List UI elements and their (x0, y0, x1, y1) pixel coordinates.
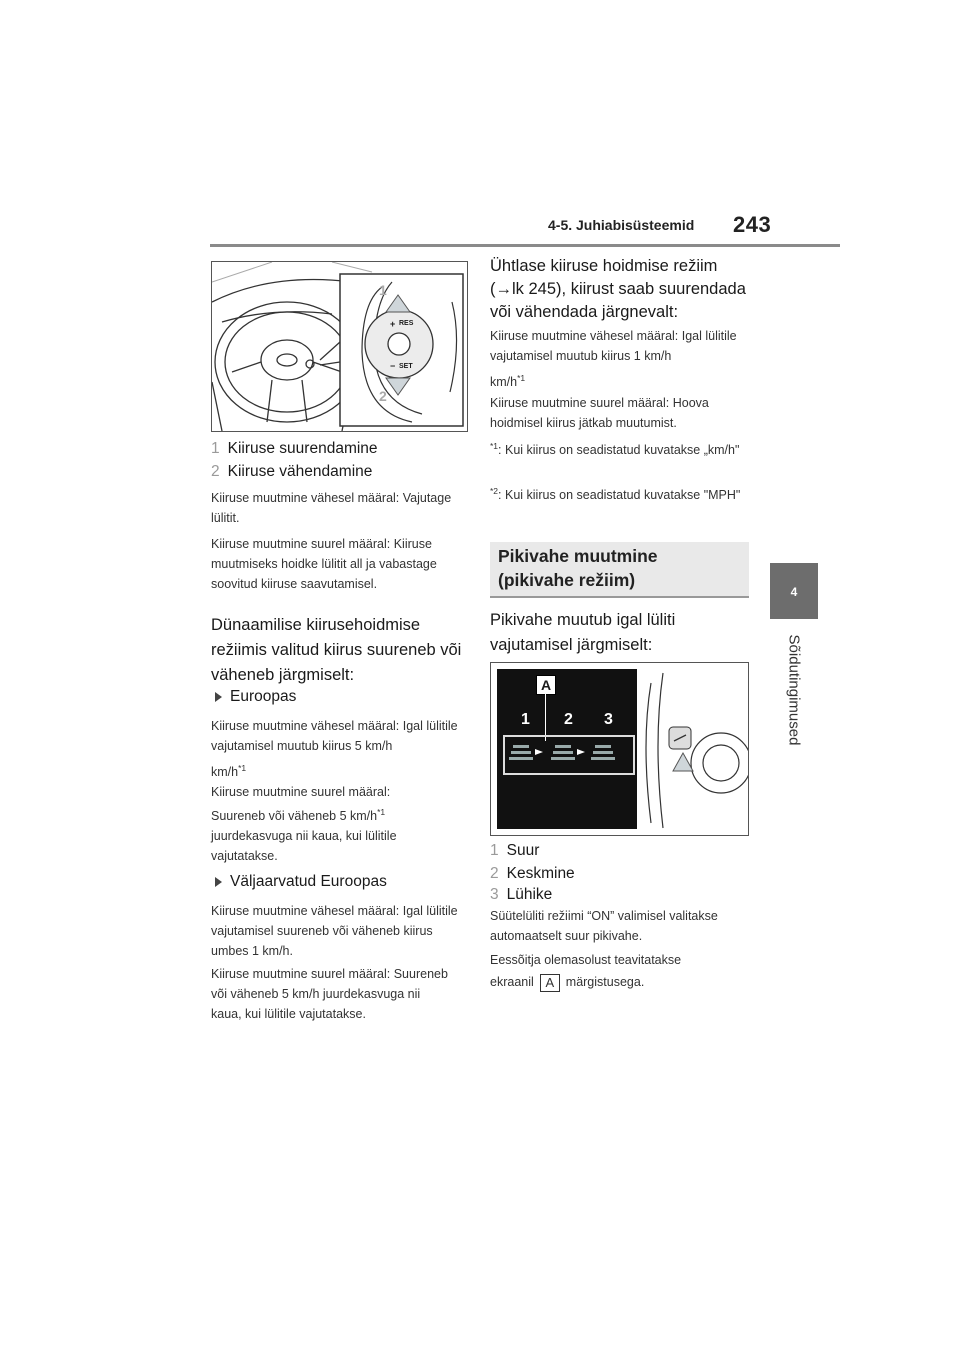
steering-wheel-illustration (212, 262, 467, 431)
list-number: 1 (490, 842, 499, 859)
callout-box-A (536, 675, 556, 695)
paragraph-continuation (211, 758, 246, 782)
section-title: 4-5. Juhiabisüsteemid (548, 217, 695, 233)
subheading: Dünaamilise kiirusehoidmise režiimis valitud kiirus suureneb või väheneb järgmiselt: (211, 616, 462, 684)
chapter-label: Sõidutingimused (785, 634, 803, 746)
footnote-mark: *1 (490, 441, 499, 451)
list-label: Kiiruse suurendamine (227, 440, 378, 457)
list-item-2 (490, 865, 575, 883)
list-item-1 (490, 842, 539, 860)
footnote-text: : Kui kiirus on seadistatud kuvatakse "MPH" (498, 488, 741, 503)
step-label-1: 1 (521, 711, 530, 728)
page-number: 243 (733, 212, 772, 237)
steering-wheel-figure (211, 261, 468, 432)
page-reference: lk 245), kiirust saab suurendada (512, 280, 746, 298)
list-label: Keskmine (506, 865, 575, 882)
paragraph-continuation (490, 368, 525, 392)
region-label: Väljaarvatud Euroopas (230, 873, 387, 890)
paragraph: Kiiruse muutmine suurel määral: Kiiruse muutmiseks hoidke lülitit all ja vabastage soovitud kiiruse saavutamisel. (211, 537, 437, 591)
subheading-line: või vähendada järgnevalt: (490, 303, 679, 321)
figure-label-2: 2 (379, 388, 387, 404)
line-text: märgistusega. (565, 975, 645, 989)
list-number: 2 (490, 865, 499, 882)
section-header-line: (pikivahe režiim) (498, 570, 636, 590)
line-text: ekraanil (490, 975, 534, 989)
res-label: RES (399, 320, 414, 327)
region-heading-europe (215, 688, 296, 706)
section-header (490, 542, 749, 598)
paragraph (211, 782, 466, 866)
paragraph: Kiiruse muutmine suurel määral: Hoova hoidmisel kiirus jätkab muutumist. (490, 396, 709, 430)
section-header-line: Pikivahe muutmine (498, 546, 658, 566)
paragraph: Kiiruse muutmine vähesel määral: Igal lülitile vajutamisel suureneb või väheneb kiirus umbes 1 km/h. (211, 904, 458, 958)
paragraph: Süütelüliti režiimi “ON” valimisel valitakse automaatselt suur pikivahe. (490, 909, 718, 943)
unit-text: km/h (211, 765, 239, 780)
callout-box-A: A (540, 974, 560, 992)
list-item-1 (211, 440, 378, 458)
triangle-bullet-icon (215, 692, 222, 702)
plus-glyph: + (390, 319, 396, 329)
distance-figure (490, 662, 749, 836)
steering-switch-illustration (641, 663, 748, 835)
paragraph: Kiiruse muutmine vähesel määral: Vajutage lülitit. (211, 491, 452, 525)
list-item-2 (211, 463, 372, 481)
list-label: Suur (506, 842, 540, 859)
step-label-2: 2 (564, 711, 573, 728)
callout-line (545, 694, 546, 741)
set-label: SET (399, 363, 413, 370)
paren: ( (490, 280, 496, 298)
footnote-ref: *1 (238, 763, 247, 773)
list-label: Lühike (506, 886, 553, 903)
figure-label-1: 1 (379, 282, 387, 298)
footnote-2 (490, 481, 750, 505)
list-number: 3 (490, 886, 499, 903)
list-number: 1 (211, 440, 220, 457)
step-label-3: 3 (604, 711, 613, 728)
triangle-bullet-icon (215, 877, 222, 887)
paragraph: Kiiruse muutmine vähesel määral: Igal lülitile vajutamisel muutub kiirus 1 km/h (490, 329, 737, 363)
paragraph (490, 972, 750, 992)
paragraph: Kiiruse muutmine vähesel määral: Igal lülitile vajutamisel muutub kiirus 5 km/h (211, 719, 458, 753)
unit-text: km/h (490, 375, 518, 390)
line (211, 802, 466, 826)
distance-bars-icon (503, 735, 635, 775)
line: juurdekasvuga nii kaua, kui lülitile vajutatakse. (211, 829, 397, 864)
footnote-mark: *2 (490, 486, 499, 496)
minus-glyph: − (390, 361, 396, 371)
region-label: Euroopas (230, 688, 297, 705)
list-number: 2 (211, 463, 220, 480)
list-label: Kiiruse vähendamine (227, 463, 373, 480)
footnote-text: : Kui kiirus on seadistatud kuvatakse „km/h" (498, 443, 740, 458)
callout-label: A (540, 677, 552, 693)
paragraph: Kiiruse muutmine suurel määral: Suureneb või väheneb 5 km/h juurdekasvuga nii kaua, kui lülitile vajutatakse. (211, 967, 448, 1021)
line-text: Suureneb või väheneb 5 km/h (211, 809, 378, 824)
region-heading-non-europe (215, 873, 387, 891)
chapter-number: 4 (790, 585, 798, 599)
subheading-line: Ühtlase kiiruse hoidmise režiim (490, 257, 718, 275)
intro-text: Pikivahe muutub igal lüliti vajutamisel järgmiselt: (490, 611, 676, 654)
list-item-3 (490, 886, 552, 904)
line: Kiiruse muutmine suurel määral: (211, 785, 391, 799)
chapter-tab (770, 563, 818, 619)
paragraph: Eessõitja olemasolust teavitatakse (490, 953, 682, 967)
reference-arrow-icon: → (495, 280, 512, 298)
header-rule (210, 244, 840, 247)
footnote-ref: *1 (377, 807, 386, 817)
footnote-ref: *1 (517, 373, 526, 383)
subheading-line (490, 277, 746, 302)
footnote-1 (490, 436, 750, 460)
